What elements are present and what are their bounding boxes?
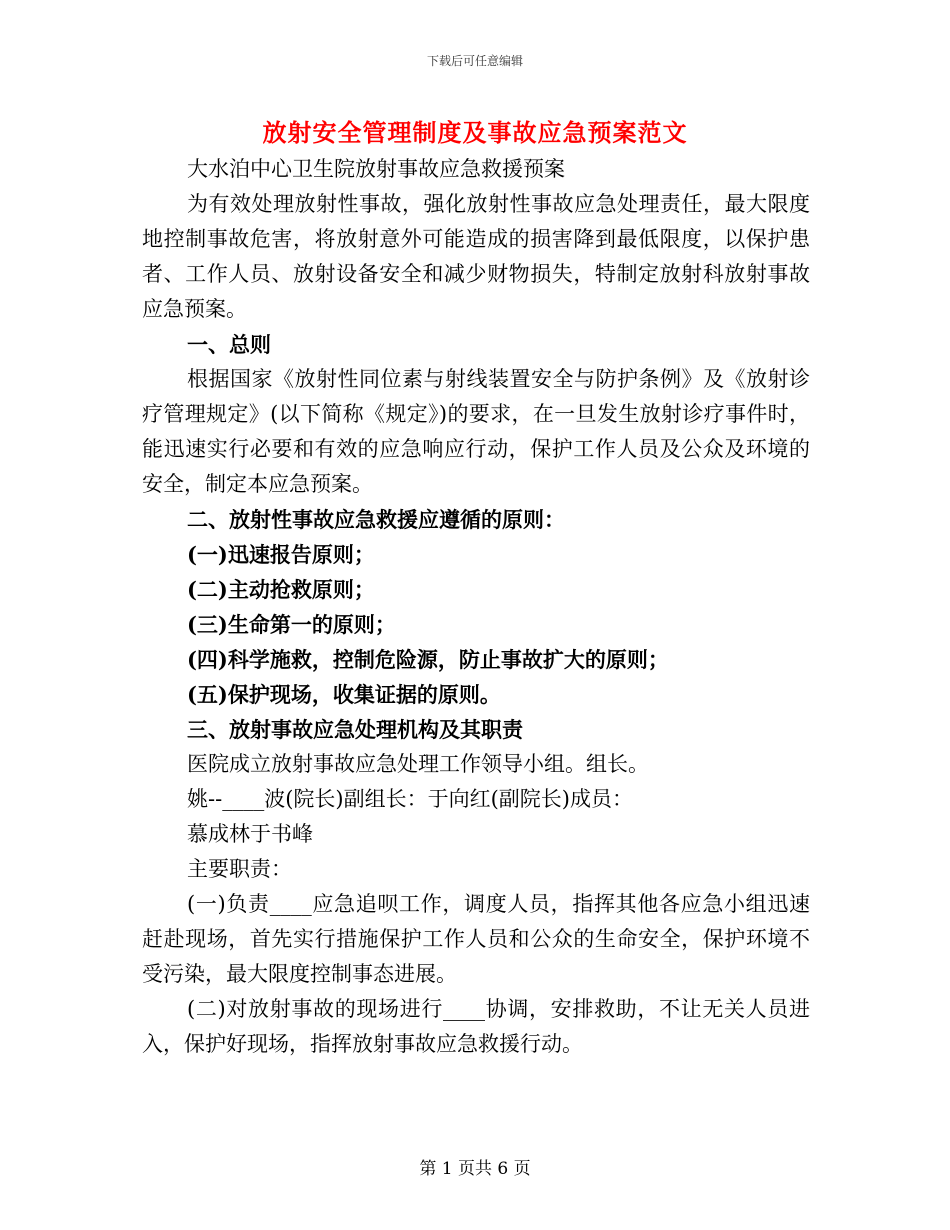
principle-item-5: (五)保护现场，收集证据的原则。 [187,682,501,707]
section-heading-general: 一、总则 [187,332,271,357]
paragraph-general: 根据国家《放射性同位素与射线装置安全与防护条例》及《放射诊疗管理规定》(以下简称《规定》)的要求，在一旦发生放射诊疗事件时，能迅速实行必要和有效的应急响应行动，保护工作人员及公众及环境的安全，制定本应急预案。 [142,367,810,496]
paragraph-leaders: 姚--____波(院长)副组长：于向红(副院长)成员： [187,787,633,811]
paragraph-organization: 医院成立放射事故应急处理工作领导小组。组长。 [187,752,649,776]
section-heading-principles: 二、放射性事故应急救援应遵循的原则： [187,507,565,532]
page-header-note: 下载后可任意编辑 [426,54,523,68]
paragraph-subtitle: 大水泊中心卫生院放射事故应急救援预案 [187,157,565,181]
duty-item-1: (一)负责____应急追呗工作，调度人员，指挥其他各应急小组迅速赶赴现场，首先实行措施保护工作人员和公众的生命安全，保护环境不受污染，最大限度控制事态进展。 [142,892,810,986]
principle-item-3: (三)生命第一的原则； [187,612,396,637]
principle-item-1: (一)迅速报告原则； [187,542,375,567]
principle-item-4: (四)科学施救，控制危险源，防止事故扩大的原则； [187,647,669,672]
paragraph-members: 慕成林于书峰 [187,822,313,846]
paragraph-duties-heading: 主要职责： [187,857,292,881]
page-number: 第 1 页共 6 页 [419,1159,531,1179]
principle-item-2: (二)主动抢救原则； [187,577,375,602]
document-title: 放射安全管理制度及事故应急预案范文 [262,118,688,147]
section-heading-organization: 三、放射事故应急处理机构及其职责 [187,717,523,742]
document-body [142,152,810,1062]
duty-item-2: (二)对放射事故的现场进行____协调，安排救助，不让无关人员进入，保护好现场，指挥放射事故应急救援行动。 [142,997,810,1056]
paragraph-intro: 为有效处理放射性事故，强化放射性事故应急处理责任，最大限度地控制事故危害，将放射意外可能造成的损害降到最低限度，以保护患者、工作人员、放射设备安全和减少财物损失，特制定放射科放射事故应急预案。 [142,192,810,321]
